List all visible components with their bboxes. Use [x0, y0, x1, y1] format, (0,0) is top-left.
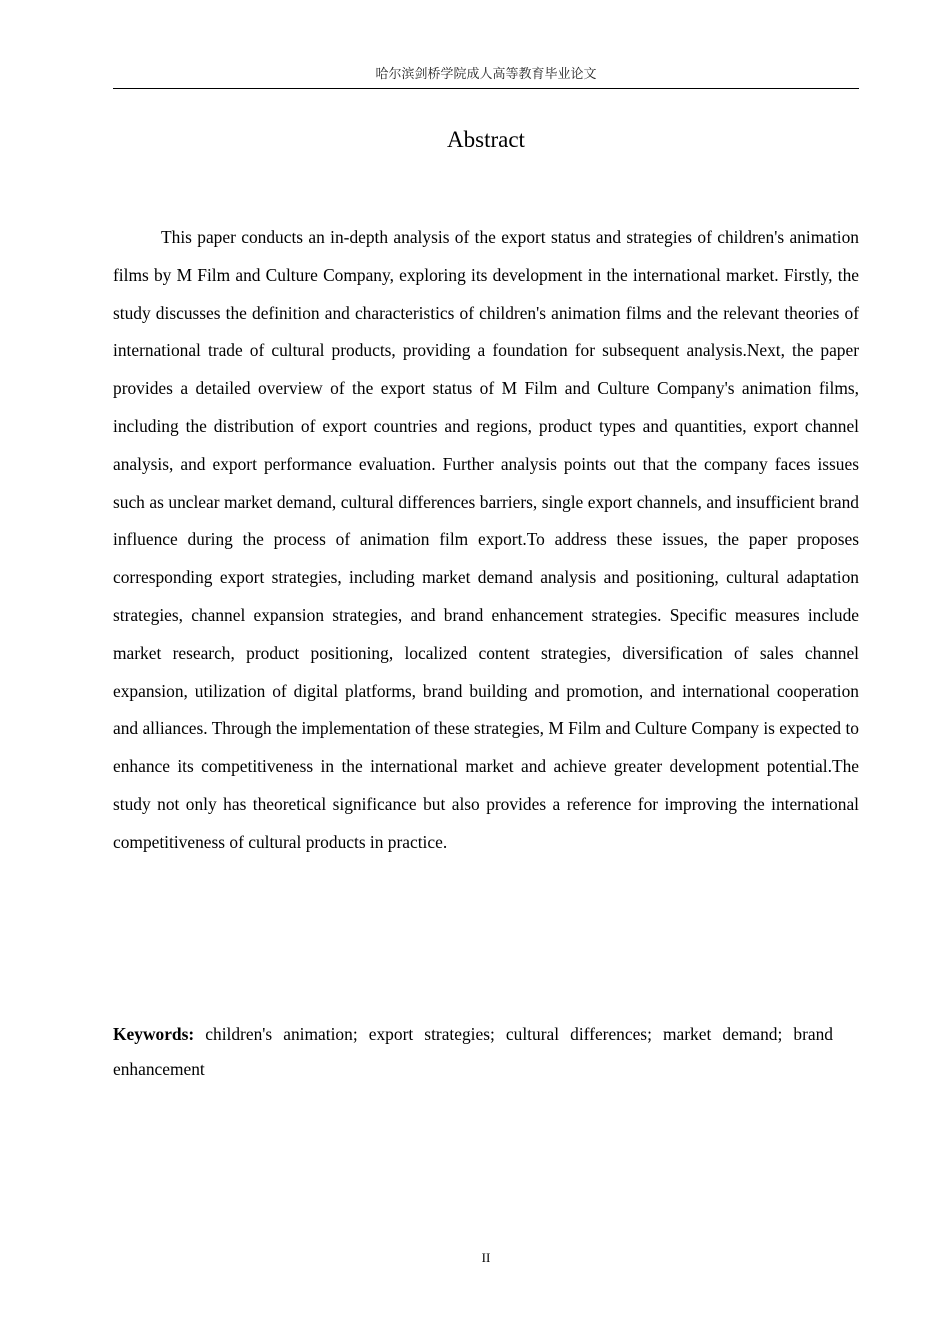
- keywords-paragraph: [113, 1017, 833, 1087]
- keywords-text: children's animation; export strategies; cultural differences; market demand; brand enhancement: [113, 1024, 833, 1079]
- running-header: 哈尔滨剑桥学院成人高等教育毕业论文: [375, 67, 597, 82]
- abstract-title: Abstract: [447, 127, 525, 152]
- header-divider: [113, 88, 859, 89]
- keywords-label: Keywords:: [113, 1024, 195, 1044]
- abstract-body: This paper conducts an in-depth analysis of the export status and strategies of children's animation films by M Film and Culture Company, exploring its development in the international market. Firstly, the study discusses the definition and characteristics of children's animation films and the relevant theories of international trade of cultural products, providing a foundation for subsequent analysis.Next, the paper provides a detailed overview of the export status of M Film and Culture Company's animation films, including the distribution of export countries and regions, product types and quantities, export channel analysis, and export performance evaluation. Further analysis points out that the company faces issues such as unclear market demand, cultural differences barriers, single export channels, and insufficient brand influence during the process of animation film export.To address these issues, the paper proposes corresponding export strategies, including market demand analysis and positioning, cultural adaptation strategies, channel expansion strategies, and brand enhancement strategies. Specific measures include market research, product positioning, localized content strategies, diversification of sales channel expansion, utilization of digital platforms, brand building and promotion, and international cooperation and alliances. Through the implementation of these strategies, M Film and Culture Company is expected to enhance its competitiveness in the international market and achieve greater development potential.The study not only has theoretical significance but also provides a reference for improving the international competitiveness of cultural products in practice.: [113, 227, 859, 852]
- page-number: II: [481, 1250, 491, 1265]
